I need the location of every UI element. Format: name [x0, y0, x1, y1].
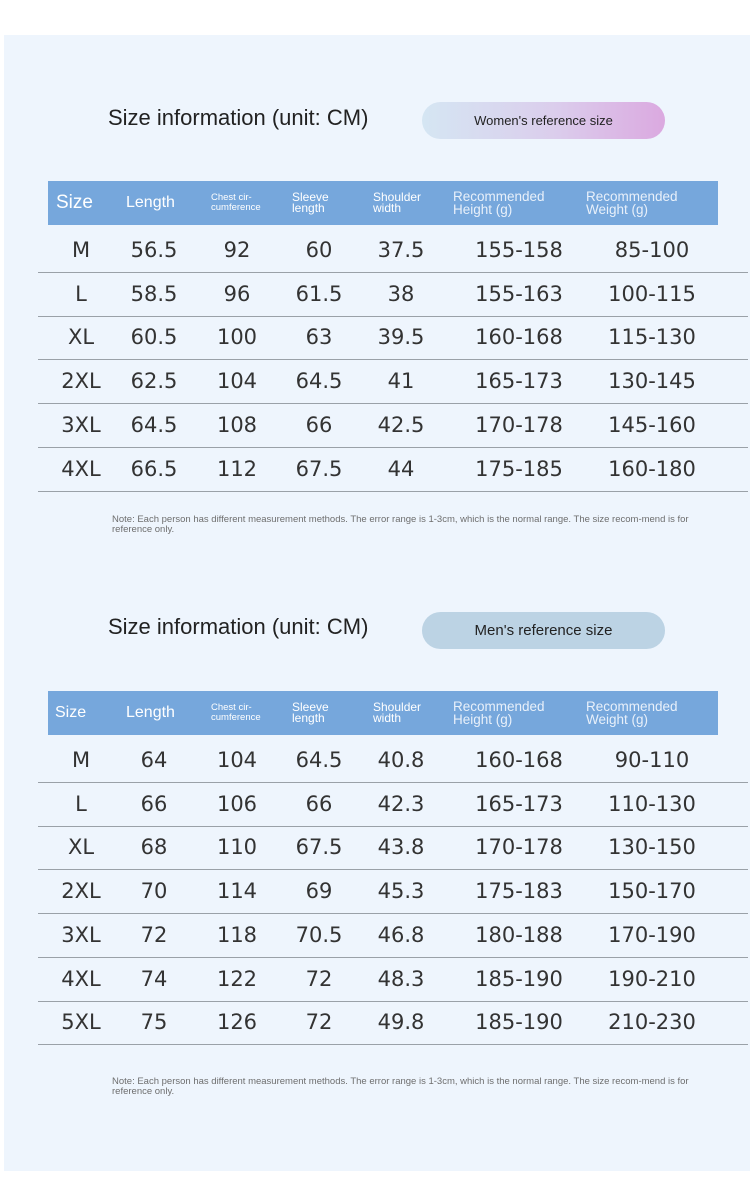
cell-sleeve: 63: [305, 325, 333, 350]
header-recommended-height: Recommended Height (g): [453, 699, 545, 727]
cell-height: 185-190: [475, 966, 563, 991]
cell-height: 155-158: [475, 238, 563, 262]
cell-shoulder: 42.3: [377, 791, 425, 816]
cell-chest: 122: [216, 966, 258, 991]
cell-size: 2XL: [61, 879, 101, 904]
table-row: [38, 869, 748, 914]
cell-length: 72: [140, 922, 168, 947]
table-row: [38, 272, 748, 317]
cell-sleeve: 66: [305, 412, 333, 437]
cell-size: L: [75, 281, 87, 306]
cell-sleeve: 72: [305, 966, 333, 991]
header-recommended-height: Recommended Height (g): [453, 189, 545, 217]
cell-shoulder: 39.5: [377, 325, 425, 350]
cell-length: 64.5: [130, 412, 178, 437]
cell-chest: 104: [216, 748, 258, 772]
women-section-title: Size information (unit: CM): [108, 105, 369, 130]
cell-size: M: [71, 748, 91, 772]
cell-height: 155-163: [475, 281, 563, 306]
header-chest: Chest cir- cumference: [211, 702, 261, 723]
header-chest: Chest cir- cumference: [211, 192, 261, 213]
table-row: [38, 825, 748, 870]
cell-length: 75: [140, 1010, 168, 1035]
cell-shoulder: 37.5: [377, 238, 425, 262]
cell-shoulder: 49.8: [377, 1010, 425, 1035]
table-row: [38, 957, 748, 1002]
cell-height: 180-188: [475, 922, 563, 947]
cell-chest: 118: [216, 922, 258, 947]
cell-shoulder: 43.8: [377, 835, 425, 860]
header-size: Size: [56, 192, 93, 213]
cell-chest: 96: [223, 281, 251, 306]
cell-height: 170-178: [475, 412, 563, 437]
table-row: [38, 447, 748, 492]
table-row: [38, 738, 748, 783]
cell-size: 3XL: [61, 922, 101, 947]
men-note: Note: Each person has different measurement methods. The error range is 1-3cm, which is the normal range. The size recom-mend is for reference only.: [112, 1076, 689, 1097]
cell-length: 62.5: [130, 369, 178, 394]
cell-height: 165-173: [475, 791, 563, 816]
cell-size: XL: [67, 835, 95, 860]
cell-weight: 130-145: [608, 369, 696, 394]
women-reference-size-badge: Women's reference size: [422, 102, 665, 139]
cell-size: 3XL: [61, 412, 101, 437]
cell-sleeve: 67.5: [295, 835, 343, 860]
cell-shoulder: 41: [387, 369, 415, 394]
cell-shoulder: 38: [387, 281, 415, 306]
cell-weight: 100-115: [608, 281, 696, 306]
cell-chest: 92: [223, 238, 251, 262]
header-shoulder-width: Shoulder width: [373, 190, 422, 215]
cell-height: 165-173: [475, 369, 563, 394]
table-row: [38, 228, 748, 273]
header-length: Length: [126, 194, 175, 211]
cell-sleeve: 61.5: [295, 281, 343, 306]
men-reference-size-badge: Men's reference size: [422, 612, 665, 649]
cell-shoulder: 48.3: [377, 966, 425, 991]
cell-size: M: [71, 238, 91, 262]
cell-length: 68: [140, 835, 168, 860]
cell-weight: 190-210: [608, 966, 696, 991]
cell-size: 2XL: [61, 369, 101, 394]
cell-length: 56.5: [130, 238, 178, 262]
cell-sleeve: 67.5: [295, 456, 343, 481]
header-sleeve-length: Sleeve length: [292, 700, 329, 725]
cell-shoulder: 42.5: [377, 412, 425, 437]
cell-chest: 104: [216, 369, 258, 394]
cell-height: 170-178: [475, 835, 563, 860]
cell-height: 160-168: [475, 325, 563, 350]
cell-chest: 100: [216, 325, 258, 350]
table-row: [38, 1000, 748, 1045]
table-row: [38, 913, 748, 958]
cell-shoulder: 40.8: [377, 748, 425, 772]
cell-sleeve: 64.5: [295, 369, 343, 394]
table-row: [38, 403, 748, 448]
cell-length: 70: [140, 879, 168, 904]
cell-length: 66: [140, 791, 168, 816]
cell-length: 74: [140, 966, 168, 991]
cell-chest: 108: [216, 412, 258, 437]
header-shoulder-width: Shoulder width: [373, 700, 422, 725]
table-row: [38, 782, 748, 827]
men-table-header: [48, 691, 718, 735]
cell-chest: 126: [216, 1010, 258, 1035]
cell-height: 175-185: [475, 456, 563, 481]
header-length: Length: [126, 704, 175, 721]
cell-size: L: [75, 791, 87, 816]
men-section-title: Size information (unit: CM): [108, 614, 369, 639]
cell-weight: 110-130: [608, 791, 696, 816]
table-row: [38, 359, 748, 404]
women-table-header: [48, 181, 718, 225]
cell-sleeve: 72: [305, 1010, 333, 1035]
women-note: Note: Each person has different measurement methods. The error range is 1-3cm, which is the normal range. The size recom-mend is for reference only.: [112, 514, 689, 535]
cell-shoulder: 46.8: [377, 922, 425, 947]
header-recommended-weight: Recommended Weight (g): [586, 699, 678, 727]
header-size: Size: [55, 704, 87, 721]
cell-sleeve: 70.5: [295, 922, 343, 947]
cell-chest: 106: [216, 791, 258, 816]
cell-weight: 145-160: [608, 412, 696, 437]
cell-weight: 90-110: [614, 748, 690, 772]
cell-height: 160-168: [475, 748, 563, 772]
cell-length: 60.5: [130, 325, 178, 350]
cell-size: 4XL: [61, 456, 101, 481]
cell-size: 5XL: [61, 1010, 101, 1035]
cell-chest: 112: [216, 456, 258, 481]
cell-shoulder: 45.3: [377, 879, 425, 904]
cell-size: 4XL: [61, 966, 101, 991]
cell-weight: 85-100: [614, 238, 690, 262]
header-recommended-weight: Recommended Weight (g): [586, 189, 678, 217]
cell-weight: 170-190: [608, 922, 696, 947]
table-row: [38, 315, 748, 360]
header-sleeve-length: Sleeve length: [292, 190, 329, 215]
cell-weight: 130-150: [608, 835, 696, 860]
cell-length: 66.5: [130, 456, 178, 481]
cell-chest: 114: [216, 879, 258, 904]
cell-height: 175-183: [475, 879, 563, 904]
cell-weight: 210-230: [608, 1010, 696, 1035]
cell-height: 185-190: [475, 1010, 563, 1035]
cell-length: 58.5: [130, 281, 178, 306]
cell-sleeve: 64.5: [295, 748, 343, 772]
cell-chest: 110: [216, 835, 258, 860]
cell-sleeve: 69: [305, 879, 333, 904]
cell-weight: 150-170: [608, 879, 696, 904]
cell-sleeve: 60: [305, 238, 333, 262]
cell-weight: 115-130: [608, 325, 696, 350]
cell-shoulder: 44: [387, 456, 415, 481]
cell-sleeve: 66: [305, 791, 333, 816]
cell-length: 64: [140, 748, 168, 772]
cell-size: XL: [67, 325, 95, 350]
cell-weight: 160-180: [608, 456, 696, 481]
